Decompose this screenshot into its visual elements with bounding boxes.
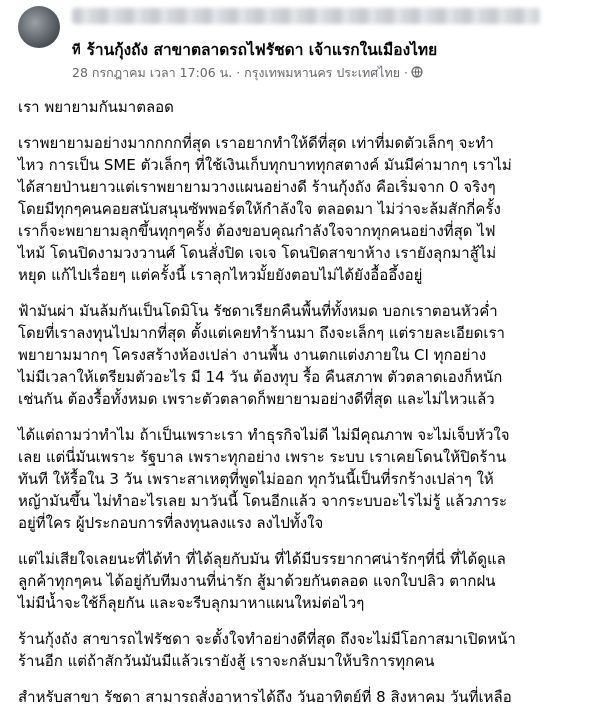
paragraph-line: เราพยายามอย่างมากกกกที่สุด เราอยากทำให้ดีที่สุด เท่าที่มดตัวเล็กๆ จะทำ — [18, 134, 494, 152]
post-meta — [72, 64, 423, 82]
globe-icon — [411, 66, 423, 81]
paragraph-line: พยายามมากๆ โครงสร้างห้องเปล่า งานพื้น งานตกแต่งภายใน CI ทุกอย่าง — [18, 346, 487, 364]
paragraph-line: อยู่ที่ใคร ผู้ประกอบการที่ลงทุนลงแรง ลงไปทั้งใจ — [18, 514, 324, 532]
paragraph-line: ไหว การเป็น SME ตัวเล็กๆ ที่ใช้เงินเก็บทุกบาททุกสตางค์ มันมีค่ามากๆ เราไม่ — [18, 156, 512, 174]
post-paragraph — [18, 300, 598, 410]
paragraph-line: เลย แต่นี่มันเพราะ รัฐบาล เพราะทุกอย่าง เพราะ ระบบ เราเคยโดนให้ปิดร้าน — [18, 448, 507, 466]
post-paragraph — [18, 548, 598, 614]
paragraph-line: ร้านอีก แต่ถ้าสักวันมันมีแล้วเรายังสู้ เราจะกลับมาให้บริการทุกคน — [18, 652, 435, 670]
paragraph-line: หยุด แก้ไปเรื่อยๆ แต่ครั้งนี้ เราลุกไหวมั้ยยังตอบไม่ได้ยังอื้ออึ้งอยู่ — [18, 266, 423, 284]
paragraph-line: ไหม้ โดนปิดงามวงวานศ์ โดนสั่งปิด เจเจ โดนปิดสาขาห้าง เรายังลุกมาสู้ไม่ — [18, 244, 497, 262]
paragraph-line: แต่ไม่เสียใจเลยนะที่ได้ทำ ที่ได้ลุยกับมัน ที่ได้มีบรรยากาศน่ารักๆที่นี่ ที่ได้ดูแล — [18, 550, 506, 568]
paragraph-line: โดยมีทุกๆคนคอยสนับสนุนซัพพอร์ตให้กำลังใจ ตลอดมา ไม่ว่าจะล้มสักกี่ครั้ง — [18, 200, 501, 218]
paragraph-line: ร้านกุ้งถัง สาขารถไฟรัชดา จะตั้งใจทำอย่างดีที่สุด ถึงจะไม่มีโอกาสมาเปิดหน้า — [18, 630, 516, 648]
post-paragraph — [18, 96, 598, 118]
paragraph-line: ได้แต่ถามว่าทำไม ถ้าเป็นเพราะเรา ทำธุรกิจไม่ดี ไม่มีคุณภาพ จะไม่เจ็บหัวใจ — [18, 426, 510, 444]
paragraph-line: ลูกค้าทุกๆคน ได้อยู่กับทีมงานที่น่ารัก สู้มาด้วยกันตลอด แจกใบปลิว ตากฝน — [18, 572, 496, 590]
paragraph-line: เราก็จะพยายามลุกขึ้นทุกๆครั้ง ต้องขอบคุณกำลังใจจากทุกคนอย่างที่สุด ไฟ — [18, 222, 496, 240]
post-header — [0, 0, 611, 88]
paragraph-line: หญ้ามันขึ้น ไม่ทำอะไรเลย มาวันนี้ โดนอีกแล้ว จากระบบอะไรไม่รู้ แล้วภาระ — [18, 492, 508, 510]
paragraph-line: เรา พยายามกันมาตลอด — [18, 98, 174, 116]
post-paragraph — [18, 686, 598, 708]
page-name-link[interactable]: ร้านกุ้งถัง สาขาตลาดรถไฟรัชดา เจ้าแรกในเมืองไทย — [86, 40, 438, 59]
blurred-author-name — [72, 8, 540, 24]
paragraph-line: โดยที่เราลงทุนไปมากที่สุด ตั้งแต่เคยทำร้านมา ถึงจะเล็กๆ แต่รายละเอียดเรา — [18, 324, 505, 342]
paragraph-line: สำหรับสาขา รัชดา สามารถสั่งอาหารได้ถึง วันอาทิตย์ที่ 8 สิงหาคม วันที่เหลือ — [18, 688, 512, 706]
page-prefix: ที — [72, 42, 81, 58]
paragraph-line: ไม่มีน้ำจะใช้ก็ลุยกัน และจะรีบลุกมาหาแผนใหม่ต่อไวๆ — [18, 594, 365, 612]
post-paragraph — [18, 132, 598, 286]
post-paragraph — [18, 628, 598, 672]
post-timestamp[interactable]: 28 กรกฎาคม เวลา 17:06 น. — [72, 65, 233, 80]
post-paragraph — [18, 424, 598, 534]
paragraph-line: ไม่มีเวลาให้เตรียมตัวอะไร มี 14 วัน ต้องทุบ รื้อ คืนสภาพ ตัวตลาดเองก็หนัก — [18, 368, 503, 386]
paragraph-line: ทันที ให้รื้อใน 3 วัน เพราะสาเหตุที่พูดไม่ออก ทุกวันนี้เป็นที่รกร้างเปล่าๆ ให้ — [18, 470, 494, 488]
paragraph-line: ฟ้ามันผ่า มันล้มกันเป็นโดมิโน รัชดาเรียกคืนพื้นที่ทั้งหมด บอกเราตอนหัวค่ำ — [18, 302, 498, 320]
post-body — [18, 96, 598, 722]
post-location[interactable]: · กรุงเทพมหานคร ประเทศไทย · — [236, 65, 408, 80]
paragraph-line: เช่นกัน ต้องรื้อทั้งหมด เพราะตัวตลาดก็พยายามอย่างดีที่สุด และไม่ไหวแล้ว — [18, 390, 495, 408]
avatar[interactable] — [18, 6, 60, 48]
page-name-line — [72, 38, 437, 60]
paragraph-line: ได้สายป่านยาวแต่เราพยายามวางแผนอย่างดี ร้านกุ้งถัง คือเริ่มจาก 0 จริงๆ — [18, 178, 496, 196]
